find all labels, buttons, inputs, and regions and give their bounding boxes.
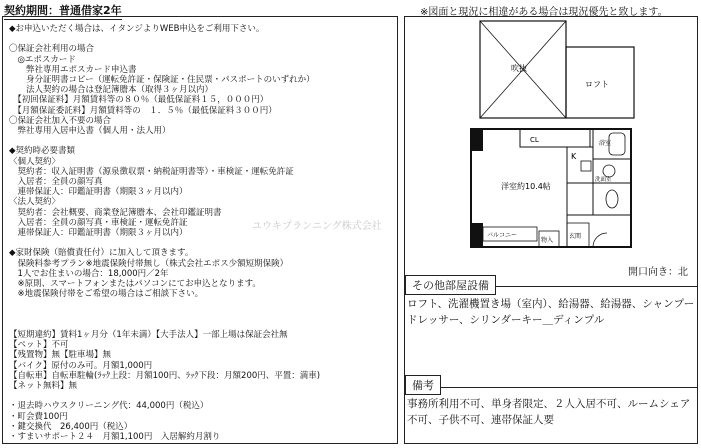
- condition-line: 【短期違約】賃料1ヶ月分（1年未満）【大手法人】一部上場は保証会社無: [9, 330, 288, 340]
- condition-line: ◆家財保険（賠償責任付）に加入して頂きます。: [9, 248, 194, 259]
- condition-line: 【自転車】自転車駐輪(ﾗｯｸ上段：月額100円、ﾗｯｸ下段：月額200円、平置：満車): [9, 370, 321, 381]
- cl-label: CL: [530, 136, 539, 144]
- condition-line: ・町会費100円: [9, 411, 68, 422]
- entrance-label: 玄関: [569, 233, 582, 240]
- condition-line: 身分証明書コピー（運転免許証・保険証・住民票・パスポートのいずれか）: [9, 75, 315, 85]
- condition-line: 〇保証会社加入不要の場合: [9, 115, 112, 126]
- condition-line: 【残置物】無【駐車場】無: [9, 350, 112, 361]
- bath-label: 浴室: [599, 140, 612, 147]
- equipment-heading: その他部屋設備: [405, 275, 496, 295]
- condition-line: 契約者：収入証明書（源泉徴収票・納税証明書等）・車検証・運転免許証: [9, 166, 294, 177]
- floor-plan: [405, 17, 697, 263]
- disclaimer-note: ※図面と現況に相違がある場合は現況優先と致します。: [420, 7, 668, 18]
- condition-line: 【ペット】不可: [9, 340, 69, 351]
- room-label: 洋室約10.4帖: [501, 182, 551, 191]
- orientation-text: 開口向き：北: [628, 267, 688, 278]
- condition-line: ・鍵交換代 26,400円（税込）: [9, 421, 133, 432]
- contract-period: 契約期間：普通借家2年: [4, 2, 122, 20]
- remarks-heading: 備考: [405, 375, 441, 395]
- condition-line: ※地震保険付帯をご希望の場合はご相談下さい。: [9, 289, 204, 300]
- condition-line: 〈個人契約〉: [9, 156, 61, 167]
- condition-line: ◎エポスカード: [9, 54, 76, 65]
- condition-line: 弊社専用入居申込書（個人用・法人用）: [9, 126, 171, 136]
- condition-line: 【ネット無料】無: [9, 381, 78, 391]
- condition-line: 【月額保証委託料】月額賃料等の １．５％（最低保証料３００円）: [9, 105, 277, 116]
- condition-line: 保険料参考プラン※地震保険付帯無し（株式会社エポス少額短期保険）: [9, 258, 289, 269]
- condition-line: 入居者：全員の顔写真・車検証・運転免許証: [9, 217, 188, 228]
- condition-line: ・退去時ハウスクリーニング代：44,000円（税込）: [9, 401, 209, 412]
- condition-line: 契約者：会社概要、商業登記簿謄本、会社印鑑証明書: [9, 207, 222, 218]
- condition-line: 【バイク】原付のみ可。月額1,000円: [9, 360, 153, 371]
- condition-line: 弊社専用エポスカード申込書: [9, 64, 137, 75]
- remarks-divider: [404, 387, 698, 388]
- condition-line: 連帯保証人：印鑑証明書（期限３ヶ月以内）: [9, 228, 188, 238]
- condition-line: ◆お申込いただく場合は、イタンジよりWEB申込をご利用下さい。: [9, 24, 265, 34]
- remarks-text: 事務所利用不可、単身者限定、２人入居不可、ルームシェア不可、子供不可、連帯保証人要: [407, 398, 691, 426]
- condition-line: 1人でお住まいの場合：18,000円／2年: [9, 268, 169, 279]
- watermark-text: ユウキプランニング株式会社: [252, 221, 382, 232]
- equipment-text: ロフト、洗濯機置き場（室内）、給湯器、給湯器、シャンプードレッサー、シリンダーキー＿ディンプル: [407, 298, 695, 326]
- washroom-label: 洗面室: [595, 177, 612, 183]
- condition-line: 法人契約の場合は登記簿謄本（取得３ヶ月以内）: [9, 85, 214, 96]
- condition-line: 【初回保証料】月額賃料等の８０％（最低保証料１５，０００円）: [9, 95, 269, 106]
- loft-label: ロフト: [585, 80, 609, 89]
- condition-line: 入居者：全員の顔写真: [9, 177, 103, 187]
- condition-line: ・すまいサポート２４ 月額1,100円 入居解約月割り: [9, 432, 221, 442]
- condition-line: 〈法人契約〉: [9, 197, 61, 208]
- balcony-label: バルコニー: [487, 232, 518, 239]
- fukinuke-label: 吹抜: [511, 64, 527, 73]
- k-label: K: [571, 152, 577, 161]
- condition-line: ※原則、スマートフォンまたはパソコンにてお申込となります。: [9, 279, 261, 289]
- condition-line: 〇保証会社利用の場合: [9, 44, 95, 55]
- storage-label: 物入: [541, 237, 554, 244]
- condition-line: 連帯保証人：印鑑証明書（期限３ヶ月以内）: [9, 187, 188, 198]
- condition-line: ◆契約時必要書類: [9, 146, 76, 157]
